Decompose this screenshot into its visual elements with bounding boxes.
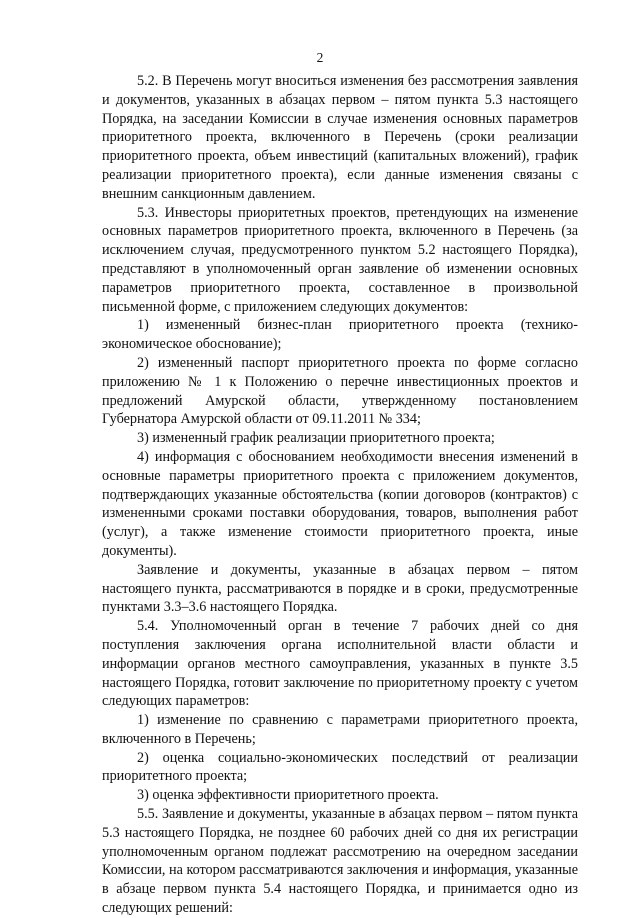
paragraph-5-5: 5.5. Заявление и документы, указанные в абзацах первом – пятом пункта 5.3 настоящего Порядка, не позднее 60 рабочих дней со дня их регистрации уполномоченным органом подлежат рассмотрению на очередном заседании Комиссии, на котором рассматриваются заключения и информация, указанные в абзаце первом пункта 5.4 настоящего Порядка, и принимается одно из следующих решений: <box>102 806 578 917</box>
list-item-5-3-3: 3) измененный график реализации приоритетного проекта; <box>137 430 495 447</box>
paragraph-5-3-review: Заявление и документы, указанные в абзацах первом – пятом настоящего пункта, рассматриваются в порядке и в сроки, предусмотренные пунктами 3.3–3.6 настоящего Порядка. <box>102 561 578 616</box>
document-body <box>102 72 578 918</box>
paragraph-5-4: 5.4. Уполномоченный орган в течение 7 рабочих дней со дня поступления заключения органа исполнительной власти области и информации органов местного самоуправления, указанных в пункте 3.5 настоящего Порядка, готовит заключение по приоритетному проекту с учетом следующих параметров: <box>102 618 578 710</box>
list-item-5-4-2: 2) оценка социально-экономических последствий от реализации приоритетного проекта; <box>102 749 578 785</box>
list-item-5-3-2: 2) измененный паспорт приоритетного проекта по форме согласно приложению № 1 к Положению о перечне инвестиционных проектов и предложений Амурской области, утвержденному постановлением Губернатора Амурской области от 09.11.2011 № 334; <box>102 354 578 428</box>
list-item-5-3-1: 1) измененный бизнес-план приоритетного проекта (технико-экономическое обоснование); <box>102 317 578 353</box>
list-item-5-3-4: 4) информация с обоснованием необходимости внесения изменений в основные параметры приоритетного проекта с приложением документов, подтверждающих указанные обстоятельства (копии договоров (контрактов) с измененными сроками поставки оборудования, товаров, выполнения работ (услуг), а также изменение стоимости приоритетного проекта, иные документы). <box>102 448 578 559</box>
paragraph-5-3: 5.3. Инвесторы приоритетных проектов, претендующих на изменение основных параметров приоритетного проекта, включенного в Перечень (за исключением случая, предусмотренного пунктом 5.2 настоящего Порядка), представляют в уполномоченный орган заявление об изменении основных параметров приоритетного проекта, составленное в произвольной письменной форме, с приложением следующих документов: <box>102 204 578 315</box>
list-item-5-4-1: 1) изменение по сравнению с параметрами приоритетного проекта, включенного в Перечень; <box>102 712 578 747</box>
page-number: 2 <box>316 50 324 65</box>
paragraph-5-2: 5.2. В Перечень могут вноситься изменения без рассмотрения заявления и документов, указанных в абзацах первом – пятом пункта 5.3 настоящего Порядка, на заседании Комиссии в случае изменения основных параметров приоритетного проекта, включенного в Перечень (сроки реализации приоритетного проекта, объем инвестиций (капитальных вложений), график реализации приоритетного проекта), если данные изменения связаны с внешним санкционным давлением. <box>102 73 578 202</box>
list-item-5-4-3: 3) оценка эффективности приоритетного проекта. <box>137 787 439 804</box>
